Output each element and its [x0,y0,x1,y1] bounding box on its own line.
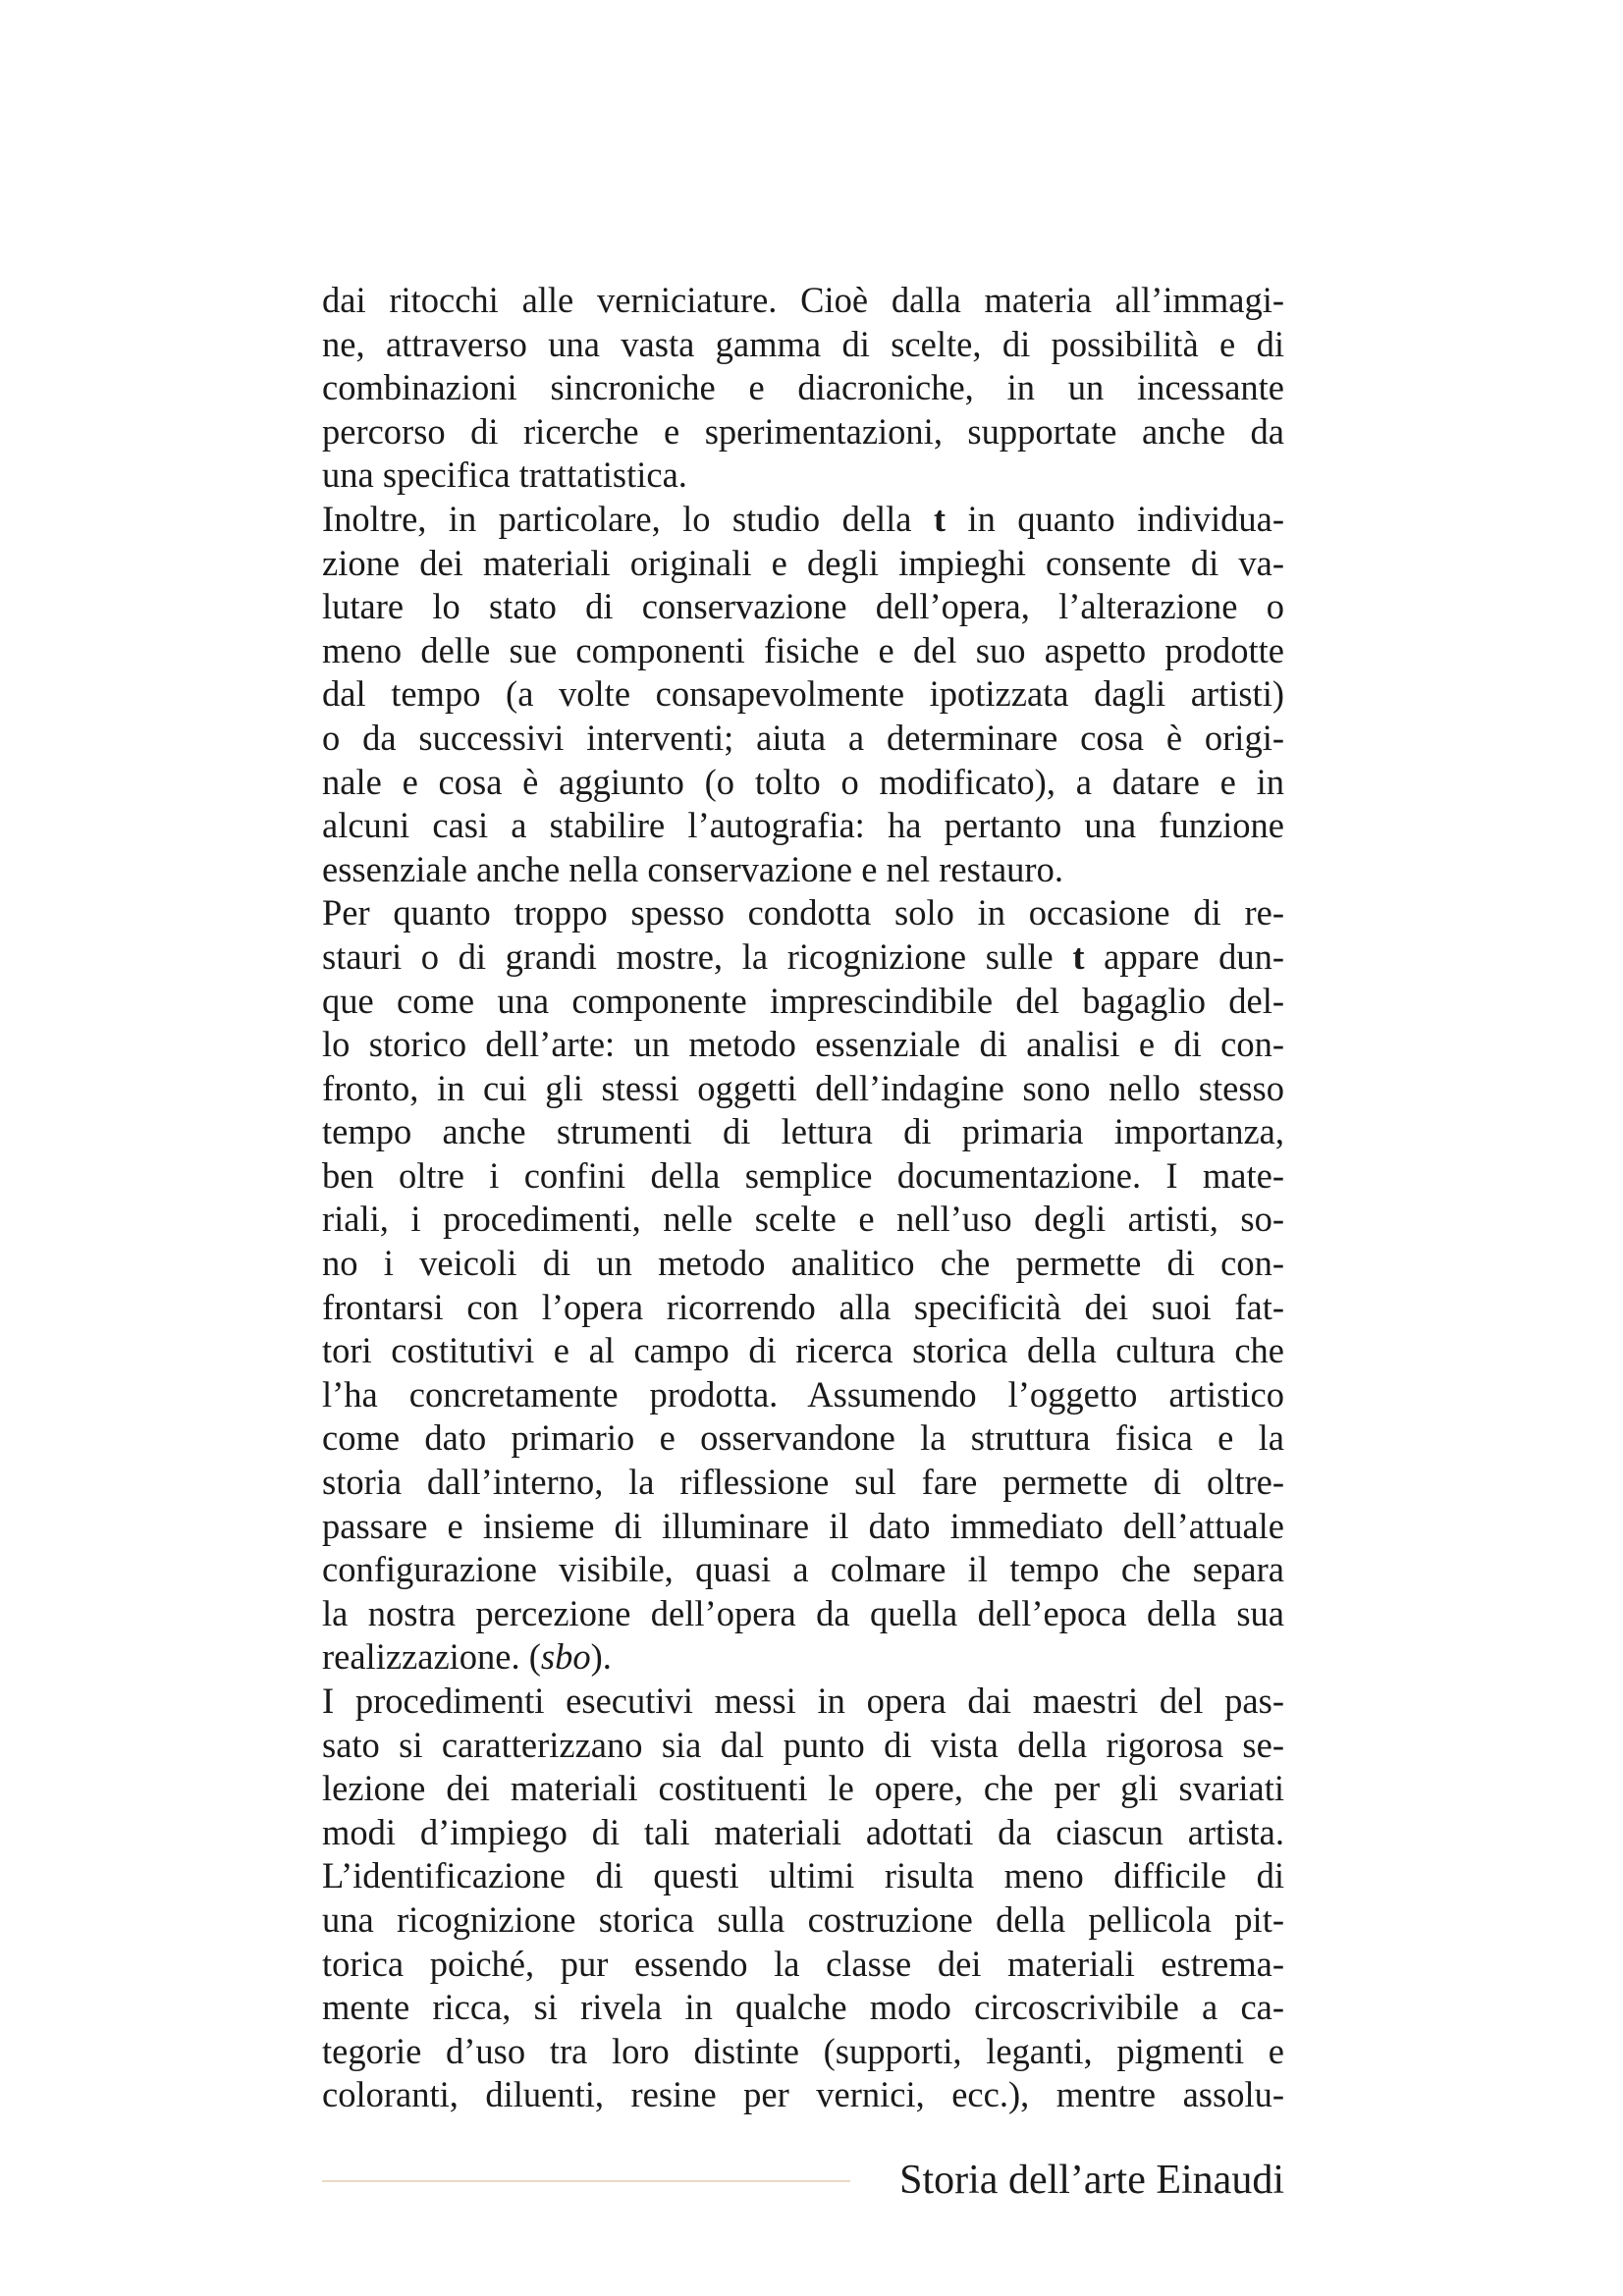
text-line: percorso di ricerche e sperimentazioni, supportate anche da [322,410,1284,452]
text-line: coloranti, diluenti, resine per vernici, ecc.), mentre assolu- [322,2074,1284,2115]
text-line: sato si caratterizzano sia dal punto di vista della rigorosa se- [322,1724,1284,1765]
text-line [322,498,1284,542]
text-line: meno delle sue componenti fisiche e del suo aspetto prodotte [322,629,1284,670]
text-line [322,1635,1284,1680]
text-line: mente ricca, si rivela in qualche modo circoscrivibile a ca- [322,1987,1284,2028]
text-fragment: stauri o di grandi mostre, la ricognizione sulle [322,935,1073,977]
text-line: una ricognizione storica sulla costruzione della pellicola pit- [322,1898,1284,1940]
text-line: storia dall’interno, la riflessione sul fare permette di oltre- [322,1462,1284,1503]
glossary-term: t [1072,935,1085,977]
text-line: ne, attraverso una vasta gamma di scelte, di possibilità e di [322,323,1284,364]
text-line: come dato primario e osservandone la struttura fisica e la [322,1417,1284,1459]
paragraph-1 [322,279,1284,498]
text-fragment: ). [590,1636,612,1678]
text-line: lutare lo stato di conservazione dell’opera, l’alterazione o [322,586,1284,627]
text-fragment: realizzazione. ( [322,1636,541,1678]
text-line: o da successivi interventi; aiuta a determinare cosa è origi- [322,717,1284,758]
text-line: tempo anche strumenti di lettura di primaria importanza, [322,1111,1284,1152]
text-line: combinazioni sincroniche e diacroniche, in un incessante [322,367,1284,408]
text-line: una specifica trattatistica. [322,454,687,496]
text-line: torica poiché, pur essendo la classe dei materiali estrema- [322,1943,1284,1984]
text-line: dal tempo (a volte consapevolmente ipotizzata dagli artisti) [322,673,1284,715]
text-line: zione dei materiali originali e degli impieghi consente di va- [322,542,1284,583]
text-fragment: appare dun- [1084,935,1284,977]
text-line [322,935,1284,980]
text-line: essenziale anche nella conservazione e nel restauro. [322,848,1063,889]
footer-rule [322,2180,850,2182]
text-line: modi d’impiego di tali materiali adottati da ciascun artista. [322,1811,1284,1852]
text-line: L’identificazione di questi ultimi risulta meno difficile di [322,1855,1284,1896]
text-line: nale e cosa è aggiunto (o tolto o modificato), a datare e in [322,761,1284,802]
text-line: Per quanto troppo spesso condotta solo in occasione di re- [322,892,1284,934]
text-line: lezione dei materiali costituenti le opere, che per gli svariati [322,1768,1284,1809]
text-fragment: Inoltre, in particolare, lo studio della [322,498,934,539]
text-line: la nostra percezione dell’opera da quella dell’epoca della sua [322,1592,1284,1633]
text-line: l’ha concretamente prodotta. Assumendo l’oggetto artistico [322,1373,1284,1415]
paragraph-4 [322,1680,1284,2117]
text-fragment: in quanto individua- [946,498,1284,539]
author-initials: sbo [540,1636,591,1678]
glossary-term: t [933,498,947,539]
body-text [322,279,1284,2117]
text-line: que come una componente imprescindibile del bagaglio del- [322,980,1284,1021]
text-line: fronto, in cui gli stessi oggetti dell’indagine sono nello stesso [322,1067,1284,1108]
text-line: ben oltre i confini della semplice documentazione. I mate- [322,1154,1284,1196]
text-line: no i veicoli di un metodo analitico che permette di con- [322,1243,1284,1284]
text-line: dai ritocchi alle verniciature. Cioè dalla materia all’immagi- [322,280,1284,320]
text-line: lo storico dell’arte: un metodo essenziale di analisi e di con- [322,1024,1284,1065]
text-line: alcuni casi a stabilire l’autografia: ha pertanto una funzione [322,805,1284,846]
text-line: riali, i procedimenti, nelle scelte e nell’uso degli artisti, so- [322,1199,1284,1240]
text-line: tori costitutivi e al campo di ricerca storica della cultura che [322,1330,1284,1371]
text-line: tegorie d’uso tra loro distinte (supporti, leganti, pigmenti e [322,2030,1284,2071]
paragraph-2 [322,498,1284,891]
text-line: passare e insieme di illuminare il dato immediato dell’attuale [322,1505,1284,1546]
text-line: I procedimenti esecutivi messi in opera dai maestri del pas- [322,1681,1284,1721]
text-line: configurazione visibile, quasi a colmare il tempo che separa [322,1549,1284,1590]
paragraph-3 [322,891,1284,1680]
text-line: frontarsi con l’opera ricorrendo alla specificità dei suoi fat- [322,1286,1284,1327]
footer-title: Storia dell’arte Einaudi [899,2158,1284,2203]
